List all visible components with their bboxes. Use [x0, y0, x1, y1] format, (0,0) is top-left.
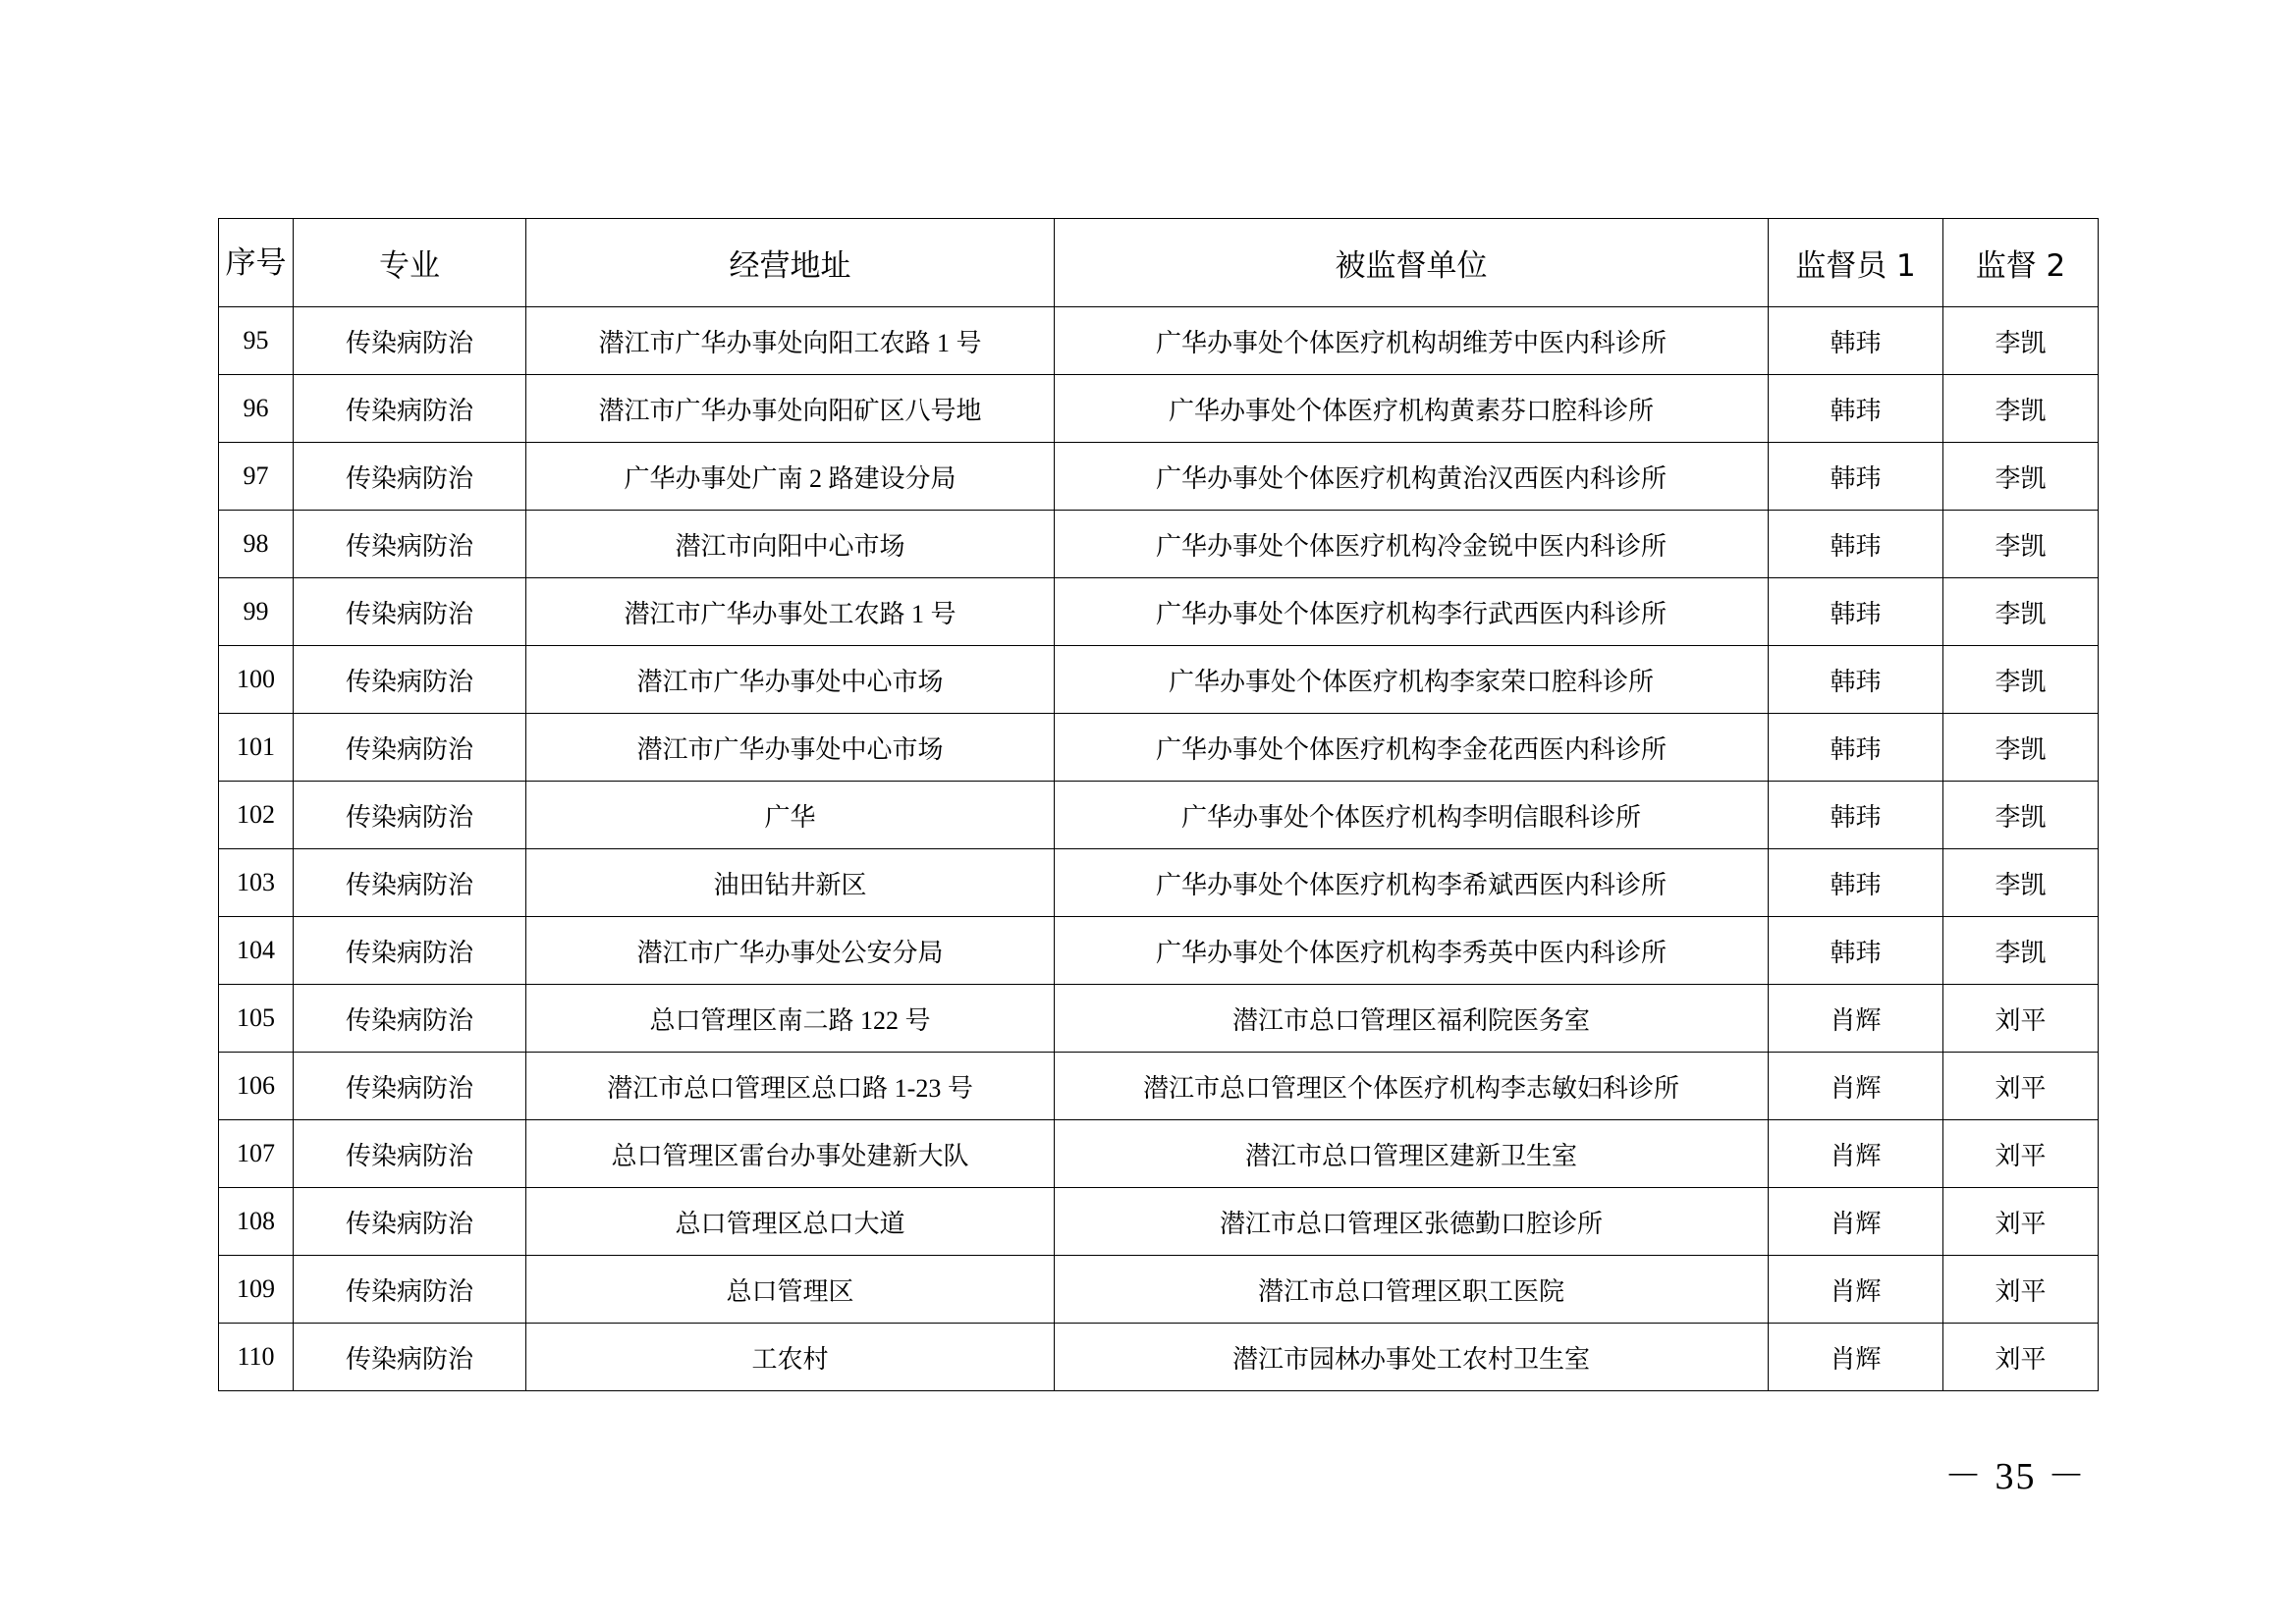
cell-inspector-1: 韩玮	[1769, 849, 1943, 917]
cell-inspector-2: 李凯	[1943, 578, 2099, 646]
table-body	[219, 307, 2099, 1391]
cell-specialty: 传染病防治	[294, 1053, 526, 1120]
cell-inspector-1: 肖辉	[1769, 1120, 1943, 1188]
cell-inspector-1: 韩玮	[1769, 511, 1943, 578]
cell-seq: 101	[219, 714, 294, 782]
cell-supervised-unit: 广华办事处个体医疗机构黄素芬口腔科诊所	[1055, 375, 1769, 443]
cell-inspector-1: 韩玮	[1769, 917, 1943, 985]
cell-inspector-1: 韩玮	[1769, 578, 1943, 646]
cell-seq: 106	[219, 1053, 294, 1120]
cell-specialty: 传染病防治	[294, 1324, 526, 1391]
cell-address: 工农村	[526, 1324, 1055, 1391]
cell-inspector-1: 韩玮	[1769, 307, 1943, 375]
cell-specialty: 传染病防治	[294, 511, 526, 578]
cell-supervised-unit: 潜江市总口管理区建新卫生室	[1055, 1120, 1769, 1188]
cell-inspector-2: 刘平	[1943, 1120, 2099, 1188]
cell-inspector-2: 李凯	[1943, 511, 2099, 578]
cell-seq: 103	[219, 849, 294, 917]
cell-inspector-1: 肖辉	[1769, 1256, 1943, 1324]
cell-inspector-2: 刘平	[1943, 1256, 2099, 1324]
cell-specialty: 传染病防治	[294, 1120, 526, 1188]
cell-specialty: 传染病防治	[294, 985, 526, 1053]
table-row	[219, 646, 2099, 714]
cell-specialty: 传染病防治	[294, 578, 526, 646]
cell-seq: 110	[219, 1324, 294, 1391]
cell-inspector-1: 韩玮	[1769, 443, 1943, 511]
supervision-table-container	[218, 218, 2099, 1391]
cell-supervised-unit: 广华办事处个体医疗机构李行武西医内科诊所	[1055, 578, 1769, 646]
cell-address: 总口管理区总口大道	[526, 1188, 1055, 1256]
table-row	[219, 1053, 2099, 1120]
cell-seq: 104	[219, 917, 294, 985]
cell-address: 潜江市总口管理区总口路 1-23 号	[526, 1053, 1055, 1120]
cell-inspector-2: 李凯	[1943, 917, 2099, 985]
cell-supervised-unit: 广华办事处个体医疗机构黄治汉西医内科诊所	[1055, 443, 1769, 511]
cell-seq: 102	[219, 782, 294, 849]
table-row	[219, 985, 2099, 1053]
cell-address: 潜江市广华办事处公安分局	[526, 917, 1055, 985]
cell-inspector-2: 李凯	[1943, 646, 2099, 714]
table-row	[219, 849, 2099, 917]
cell-inspector-1: 韩玮	[1769, 646, 1943, 714]
cell-inspector-1: 肖辉	[1769, 1053, 1943, 1120]
cell-supervised-unit: 潜江市总口管理区职工医院	[1055, 1256, 1769, 1324]
supervision-table	[218, 218, 2099, 1391]
cell-specialty: 传染病防治	[294, 714, 526, 782]
table-header-row	[219, 219, 2099, 307]
cell-address: 潜江市向阳中心市场	[526, 511, 1055, 578]
cell-supervised-unit: 潜江市园林办事处工农村卫生室	[1055, 1324, 1769, 1391]
cell-seq: 107	[219, 1120, 294, 1188]
table-row	[219, 375, 2099, 443]
cell-address: 总口管理区	[526, 1256, 1055, 1324]
cell-inspector-2: 刘平	[1943, 985, 2099, 1053]
cell-inspector-1: 肖辉	[1769, 1188, 1943, 1256]
cell-address: 总口管理区南二路 122 号	[526, 985, 1055, 1053]
cell-address: 潜江市广华办事处向阳工农路 1 号	[526, 307, 1055, 375]
cell-supervised-unit: 广华办事处个体医疗机构李秀英中医内科诊所	[1055, 917, 1769, 985]
header-specialty: 专业	[294, 219, 526, 307]
cell-inspector-2: 刘平	[1943, 1053, 2099, 1120]
cell-seq: 100	[219, 646, 294, 714]
cell-seq: 109	[219, 1256, 294, 1324]
cell-supervised-unit: 广华办事处个体医疗机构李金花西医内科诊所	[1055, 714, 1769, 782]
cell-specialty: 传染病防治	[294, 1256, 526, 1324]
cell-seq: 96	[219, 375, 294, 443]
cell-supervised-unit: 广华办事处个体医疗机构李家荣口腔科诊所	[1055, 646, 1769, 714]
cell-supervised-unit: 广华办事处个体医疗机构李希斌西医内科诊所	[1055, 849, 1769, 917]
cell-specialty: 传染病防治	[294, 782, 526, 849]
cell-inspector-2: 李凯	[1943, 375, 2099, 443]
cell-inspector-1: 韩玮	[1769, 714, 1943, 782]
cell-supervised-unit: 广华办事处个体医疗机构胡维芳中医内科诊所	[1055, 307, 1769, 375]
cell-seq: 108	[219, 1188, 294, 1256]
cell-specialty: 传染病防治	[294, 1188, 526, 1256]
cell-supervised-unit: 广华办事处个体医疗机构李明信眼科诊所	[1055, 782, 1769, 849]
cell-inspector-1: 韩玮	[1769, 375, 1943, 443]
table-row	[219, 307, 2099, 375]
table-row	[219, 1188, 2099, 1256]
cell-seq: 99	[219, 578, 294, 646]
table-row	[219, 1256, 2099, 1324]
cell-inspector-2: 李凯	[1943, 782, 2099, 849]
cell-specialty: 传染病防治	[294, 307, 526, 375]
cell-inspector-2: 李凯	[1943, 307, 2099, 375]
header-address: 经营地址	[526, 219, 1055, 307]
cell-address: 油田钻井新区	[526, 849, 1055, 917]
cell-address: 潜江市广华办事处中心市场	[526, 646, 1055, 714]
table-row	[219, 1324, 2099, 1391]
cell-specialty: 传染病防治	[294, 375, 526, 443]
cell-address: 广华办事处广南 2 路建设分局	[526, 443, 1055, 511]
cell-inspector-2: 李凯	[1943, 443, 2099, 511]
header-supervised-unit: 被监督单位	[1055, 219, 1769, 307]
table-row	[219, 578, 2099, 646]
cell-specialty: 传染病防治	[294, 646, 526, 714]
cell-address: 潜江市广华办事处工农路 1 号	[526, 578, 1055, 646]
table-row	[219, 1120, 2099, 1188]
cell-inspector-1: 肖辉	[1769, 1324, 1943, 1391]
table-row	[219, 917, 2099, 985]
cell-seq: 95	[219, 307, 294, 375]
cell-address: 广华	[526, 782, 1055, 849]
table-row	[219, 443, 2099, 511]
cell-seq: 98	[219, 511, 294, 578]
cell-supervised-unit: 潜江市总口管理区张德勤口腔诊所	[1055, 1188, 1769, 1256]
page-number: － 35 －	[1944, 1456, 2088, 1497]
cell-inspector-2: 刘平	[1943, 1324, 2099, 1391]
cell-seq: 105	[219, 985, 294, 1053]
header-seq: 序号	[219, 219, 294, 307]
table-row	[219, 511, 2099, 578]
cell-specialty: 传染病防治	[294, 443, 526, 511]
cell-address: 潜江市广华办事处中心市场	[526, 714, 1055, 782]
cell-specialty: 传染病防治	[294, 849, 526, 917]
cell-inspector-2: 李凯	[1943, 849, 2099, 917]
cell-specialty: 传染病防治	[294, 917, 526, 985]
cell-supervised-unit: 潜江市总口管理区福利院医务室	[1055, 985, 1769, 1053]
cell-inspector-2: 李凯	[1943, 714, 2099, 782]
cell-inspector-1: 韩玮	[1769, 782, 1943, 849]
cell-address: 总口管理区雷台办事处建新大队	[526, 1120, 1055, 1188]
cell-seq: 97	[219, 443, 294, 511]
cell-address: 潜江市广华办事处向阳矿区八号地	[526, 375, 1055, 443]
header-inspector-1: 监督员 1	[1769, 219, 1943, 307]
cell-inspector-2: 刘平	[1943, 1188, 2099, 1256]
cell-inspector-1: 肖辉	[1769, 985, 1943, 1053]
table-row	[219, 714, 2099, 782]
header-inspector-2: 监督 2	[1943, 219, 2099, 307]
cell-supervised-unit: 潜江市总口管理区个体医疗机构李志敏妇科诊所	[1055, 1053, 1769, 1120]
table-row	[219, 782, 2099, 849]
cell-supervised-unit: 广华办事处个体医疗机构冷金锐中医内科诊所	[1055, 511, 1769, 578]
